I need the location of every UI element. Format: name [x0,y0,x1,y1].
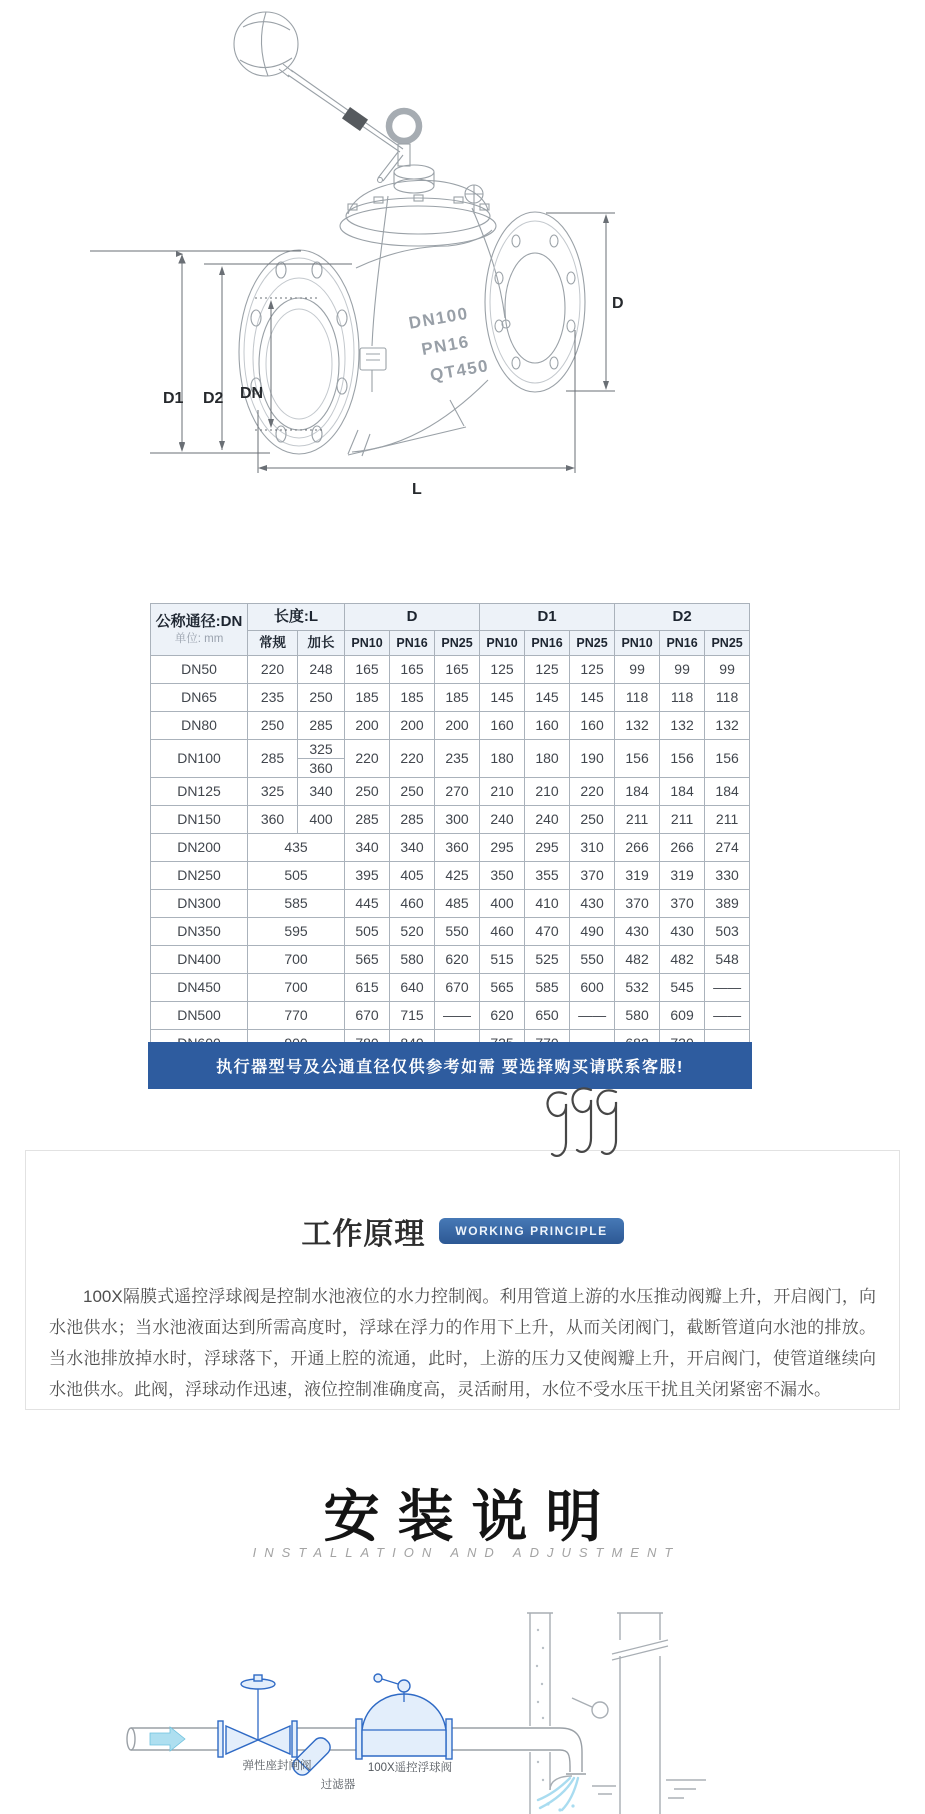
spec-cell: 160 [570,712,615,740]
spec-cell: 580 [615,1002,660,1030]
spec-cell: 156 [615,740,660,778]
spec-cell: 600 [570,974,615,1002]
spec-cell: 532 [615,974,660,1002]
body-cast-markings [407,302,490,387]
spec-cell: 184 [660,778,705,806]
spec-cell: 609 [660,1002,705,1030]
spec-header-d: D [345,604,480,631]
spec-subheader-pn25: PN25 [570,631,615,656]
valve-technical-drawing [0,0,925,510]
spec-cell: 550 [570,946,615,974]
cast-mark-qt: QT450 [428,355,491,385]
spec-cell: 235 [435,740,480,778]
spec-cell: 184 [615,778,660,806]
spec-cell: —— [705,1002,750,1030]
spec-cell: 220 [390,740,435,778]
spec-cell: 200 [435,712,480,740]
spec-cell: 595 [248,918,345,946]
table-row [151,712,750,740]
spec-cell: 330 [705,862,750,890]
dim-label-d: D [612,295,624,312]
table-row [151,946,750,974]
strainer-label: 过滤器 [320,1779,356,1791]
spec-cell: 565 [480,974,525,1002]
table-row [151,974,750,1002]
table-row [151,918,750,946]
spec-cell: 505 [248,862,345,890]
spec-cell: 118 [705,684,750,712]
float-rod-sketch [288,70,403,183]
spec-dn-cell: DN65 [151,684,248,712]
spec-dn-cell: DN400 [151,946,248,974]
spec-dn-cell: DN350 [151,918,248,946]
spec-cell: 300 [435,806,480,834]
spec-cell: 99 [705,656,750,684]
spec-cell: 145 [525,684,570,712]
spec-cell: 350 [480,862,525,890]
spec-cell: 266 [660,834,705,862]
table-row [151,656,750,684]
corner-unit: 单位: mm [174,632,224,645]
spec-cell: 482 [660,946,705,974]
spec-cell: 220 [345,740,390,778]
spec-corner-header [151,604,248,656]
spec-cell: 340 [345,834,390,862]
flow-arrow-icon [150,1727,185,1751]
spec-cell: 132 [705,712,750,740]
spec-dn-cell: DN250 [151,862,248,890]
spec-cell: 132 [615,712,660,740]
spec-cell: 650 [525,1002,570,1030]
spec-subheader-pn25: PN25 [705,631,750,656]
installation-title: 安装说明 [323,1485,620,1548]
spec-cell: 180 [480,740,525,778]
spec-cell: 132 [660,712,705,740]
spec-cell: 360 [435,834,480,862]
spec-cell: 156 [660,740,705,778]
spec-cell: 250 [570,806,615,834]
spec-cell: 310 [570,834,615,862]
spec-cell: 295 [525,834,570,862]
spec-cell: 400 [298,806,345,834]
spec-cell: 460 [390,890,435,918]
spec-cell: 430 [570,890,615,918]
working-principle-section [25,1150,900,1410]
spec-cell: 355 [525,862,570,890]
spec-cell: 285 [298,712,345,740]
supply-pipe [127,1728,560,1750]
spec-dn-cell: DN80 [151,712,248,740]
spec-cell: 585 [248,890,345,918]
spec-cell: 490 [570,918,615,946]
spec-table-body [151,656,750,1058]
spec-cell: 211 [705,806,750,834]
spec-dn-cell: DN450 [151,974,248,1002]
spec-cell: 319 [660,862,705,890]
spec-cell: 125 [525,656,570,684]
float-valve-label: 100X遥控浮球阀 [367,1762,453,1774]
spec-header-d2: D2 [615,604,750,631]
spec-cell: 240 [480,806,525,834]
float-ball-sketch [234,12,298,77]
spec-cell: 425 [435,862,480,890]
table-header-row [151,604,750,631]
spec-dn-cell: DN100 [151,740,248,778]
spec-subheader-pn16: PN16 [390,631,435,656]
spec-table [150,603,750,1058]
spec-cell: 185 [345,684,390,712]
table-row [151,834,750,862]
spec-cell: 482 [615,946,660,974]
spec-cell: 545 [660,974,705,1002]
water-level-lines [592,1780,706,1798]
table-row [151,778,750,806]
spec-cell: 340 [298,778,345,806]
spec-cell: 200 [390,712,435,740]
spec-cell: 250 [298,684,345,712]
spec-cell: 505 [345,918,390,946]
spec-cell: 220 [570,778,615,806]
spec-cell: —— [435,1002,480,1030]
cast-mark-dn: DN100 [407,303,471,333]
spec-cell: 248 [298,656,345,684]
spec-cell: 240 [525,806,570,834]
spec-cell: 525 [525,946,570,974]
spec-dn-cell: DN300 [151,890,248,918]
spec-cell: 160 [480,712,525,740]
working-principle-badge: WORKING PRINCIPLE [439,1218,623,1244]
spec-cell: 360 [298,759,345,778]
spec-cell: 670 [435,974,480,1002]
spec-cell: 99 [660,656,705,684]
spec-cell: 565 [345,946,390,974]
tank-float-ball [572,1698,608,1718]
spec-cell: 405 [390,862,435,890]
spec-cell: 515 [480,946,525,974]
spec-dn-cell: DN125 [151,778,248,806]
spec-cell: 210 [525,778,570,806]
spec-cell: 470 [525,918,570,946]
spec-subheader-pn10: PN10 [480,631,525,656]
spec-subheader-pn10: PN10 [345,631,390,656]
spec-cell: 430 [615,918,660,946]
installation-diagram [0,1590,925,1814]
left-flange-sketch [239,250,359,454]
water-droplets [546,1802,574,1811]
table-row [151,684,750,712]
spec-cell: 285 [345,806,390,834]
spec-cell: 250 [345,778,390,806]
spec-cell: 360 [248,806,298,834]
spec-subheader-pn16: PN16 [660,631,705,656]
spec-cell: 160 [525,712,570,740]
dim-label-d1: D1 [163,390,184,407]
spec-dn-cell: DN500 [151,1002,248,1030]
spec-subheader-pn25: PN25 [435,631,480,656]
spec-cell: —— [705,974,750,1002]
spec-cell: 285 [248,740,298,778]
spec-cell: 266 [615,834,660,862]
spec-cell: 295 [480,834,525,862]
spec-cell: 670 [345,1002,390,1030]
spec-cell: 700 [248,974,345,1002]
discharge-elbow [560,1728,586,1774]
table-row [151,740,750,759]
spec-dn-cell: DN50 [151,656,248,684]
spec-cell: 145 [480,684,525,712]
dim-label-dn: DN [240,385,264,402]
spec-cell: 520 [390,918,435,946]
contact-note-banner: 执行器型号及公通直径仅供参考如需 要选择购买请联系客服! [148,1042,752,1089]
spec-cell: 435 [248,834,345,862]
spec-cell: 700 [248,946,345,974]
spec-cell: 445 [345,890,390,918]
spec-cell: 400 [480,890,525,918]
spec-cell: 125 [570,656,615,684]
gate-valve-label: 弹性座封闸阀 [242,1760,312,1772]
spec-cell: 180 [525,740,570,778]
spec-cell: 585 [525,974,570,1002]
spec-cell: 325 [248,778,298,806]
table-row [151,862,750,890]
spec-subheader-extended: 加长 [298,631,345,656]
spec-cell: 118 [660,684,705,712]
spec-cell: 250 [390,778,435,806]
spec-cell: 550 [435,918,480,946]
spec-cell: 274 [705,834,750,862]
spec-cell: 503 [705,918,750,946]
spec-cell: —— [570,1002,615,1030]
spec-cell: 430 [660,918,705,946]
spec-cell: 460 [480,918,525,946]
spec-cell: 184 [705,778,750,806]
spec-cell: 370 [615,890,660,918]
installation-subtitle: INSTALLATION AND ADJUSTMENT [252,1545,681,1560]
spec-cell: 99 [615,656,660,684]
spec-cell: 485 [435,890,480,918]
spec-cell: 118 [615,684,660,712]
spec-cell: 165 [390,656,435,684]
spec-cell: 156 [705,740,750,778]
table-row [151,806,750,834]
spec-dn-cell: DN200 [151,834,248,862]
spec-cell: 410 [525,890,570,918]
spec-cell: 620 [435,946,480,974]
spec-subheader-pn16: PN16 [525,631,570,656]
dim-label-d2: D2 [203,390,224,407]
working-principle-text: 100X隔膜式遥控浮球阀是控制水池液位的水力控制阀。利用管道上游的水压推动阀瓣上升，开启阀门，向水池供水；当水池液面达到所需高度时，浮球在浮力的作用下上升，从而关闭阀门，截断管道向水池的排放。当水池排放掉水时，浮球落下，开通上腔的流通，此时，上游的压力又使阀瓣上升，开启阀门，使管道继续向水池供水。此阀，浮球动作迅速，液位控制准确度高，灵活耐用，水位不受水压干扰且关闭紧密不漏水。 [49,1287,876,1399]
spec-cell: 190 [570,740,615,778]
spec-cell: 125 [480,656,525,684]
corner-title: 公称通径:DN [155,613,243,631]
spec-cell: 165 [345,656,390,684]
spec-cell: 220 [248,656,298,684]
dim-label-l: L [412,481,422,498]
spec-cell: 145 [570,684,615,712]
spec-cell: 770 [248,1002,345,1030]
table-row [151,1002,750,1030]
dimension-lines [90,213,624,498]
spec-cell: 615 [345,974,390,1002]
spec-cell: 548 [705,946,750,974]
spec-cell: 270 [435,778,480,806]
working-principle-title: 工作原理 [301,1218,426,1251]
working-principle-header [26,1209,899,1253]
spec-cell: 250 [248,712,298,740]
spec-cell: 285 [390,806,435,834]
spec-cell: 200 [345,712,390,740]
spec-header-d1: D1 [480,604,615,631]
float-valve-symbol [356,1674,452,1759]
spec-cell: 370 [570,862,615,890]
spec-cell: 340 [390,834,435,862]
spec-cell: 185 [390,684,435,712]
spec-header-length: 长度:L [248,604,345,631]
table-row [151,890,750,918]
spec-cell: 319 [615,862,660,890]
spec-cell: 325 [298,740,345,759]
right-flange-sketch [485,212,585,392]
spec-cell: 640 [390,974,435,1002]
spec-cell: 235 [248,684,298,712]
spec-cell: 715 [390,1002,435,1030]
spec-cell: 580 [390,946,435,974]
gate-valve-symbol [218,1675,297,1757]
spec-cell: 370 [660,890,705,918]
water-bubbles [536,1629,544,1781]
spec-cell: 389 [705,890,750,918]
spec-dn-cell: DN150 [151,806,248,834]
decorative-hooks-icon [544,1086,624,1164]
spec-cell: 210 [480,778,525,806]
spec-cell: 165 [435,656,480,684]
spec-cell: 620 [480,1002,525,1030]
spec-subheader-regular: 常规 [248,631,298,656]
spec-cell: 211 [615,806,660,834]
spec-cell: 185 [435,684,480,712]
cast-mark-pn: PN16 [420,331,472,360]
spec-cell: 395 [345,862,390,890]
spec-cell: 211 [660,806,705,834]
spec-subheader-pn10: PN10 [615,631,660,656]
